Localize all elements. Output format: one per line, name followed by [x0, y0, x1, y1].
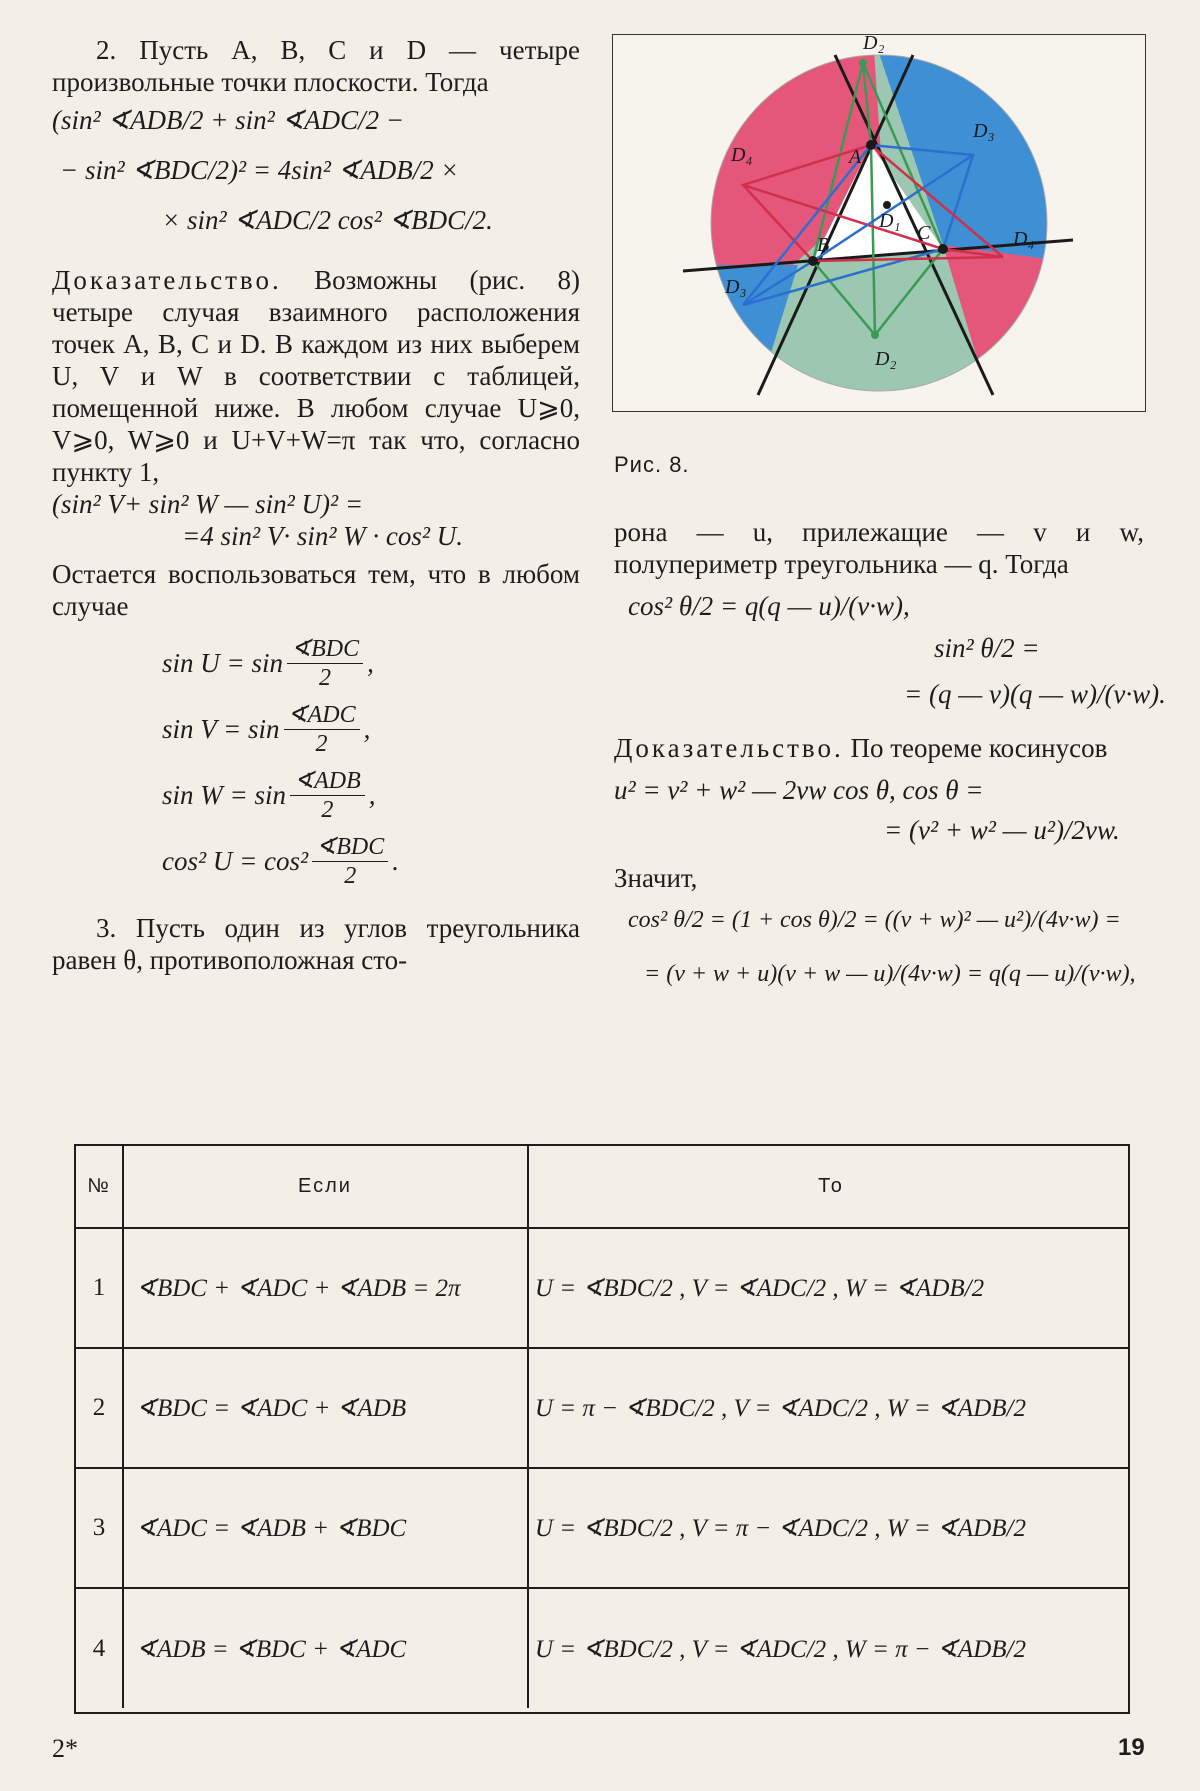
- identity-punctuation: ,: [368, 780, 376, 810]
- fraction-numerator: ∢BDC: [287, 635, 363, 664]
- fraction-numerator: ∢ADB: [290, 767, 365, 796]
- fraction-denominator: 2: [344, 862, 357, 889]
- remain-text: Остается воспользоваться тем, что в любом случае: [52, 559, 580, 621]
- table-row: [76, 1228, 1128, 1348]
- identity-lhs: sin V = sin: [162, 714, 280, 744]
- figure-caption: Рис. 8.: [614, 452, 690, 477]
- sin-half-rhs: = (q — v)(q — w)/(v·w).: [904, 679, 1166, 709]
- fraction-numerator: ∢ADC: [284, 701, 360, 730]
- label-d1: D₁: [879, 210, 901, 232]
- cases-table-grid: [76, 1146, 1128, 1708]
- identity-fraction: [290, 767, 365, 824]
- identity-punctuation: ,: [367, 648, 374, 678]
- row-number: 3: [76, 1468, 123, 1588]
- table-row: [76, 1468, 1128, 1588]
- proof-label-right: Доказательство.: [614, 733, 844, 763]
- row-condition: ∢ADC = ∢ADB + ∢BDC: [123, 1468, 528, 1588]
- label-d2-top: D₂: [863, 35, 885, 54]
- therefore-word: Значит,: [614, 863, 698, 893]
- label-d4-right: D₄: [1013, 228, 1035, 250]
- table-body: [76, 1228, 1128, 1708]
- label-c: C: [917, 222, 931, 244]
- figure-8-drawing: [613, 35, 1145, 411]
- header-then: То: [528, 1146, 1128, 1228]
- identity-fraction: [312, 833, 388, 890]
- header-num: №: [76, 1146, 123, 1228]
- label-a: A: [849, 146, 862, 168]
- identity-fraction: [287, 635, 363, 692]
- identity-fraction: [284, 701, 360, 758]
- final-line-2: = (v + w + u)(v + w — u)/(4v·w) = q(q — u)/(v·w),: [644, 961, 1136, 987]
- formula-line-2: − sin² ∢BDC/2)² = 4sin² ∢ADB/2 ×: [60, 155, 459, 185]
- row-result: U = π − ∢BDC/2 , V = ∢ADC/2 , W = ∢ADB/2: [528, 1348, 1128, 1468]
- identity-lhs: sin W = sin: [162, 780, 286, 810]
- row-result: U = ∢BDC/2 , V = π − ∢ADC/2 , W = ∢ADB/2: [528, 1468, 1128, 1588]
- signature-mark: 2*: [52, 1734, 78, 1763]
- identity-equation: [162, 762, 580, 828]
- row-number: 2: [76, 1348, 123, 1468]
- right-column: [614, 516, 1166, 990]
- fraction-denominator: 2: [315, 730, 328, 757]
- label-d2-bottom: D₂: [875, 348, 897, 370]
- table-row: [76, 1348, 1128, 1468]
- table-row: [76, 1588, 1128, 1708]
- cosine-law-line-2: = (v² + w² — u²)/2vw.: [884, 815, 1120, 845]
- sin-half-lhs: sin² θ/2 =: [934, 633, 1040, 663]
- row-condition: ∢ADB = ∢BDC + ∢ADC: [123, 1588, 528, 1708]
- right-continuation: рона — u, прилежащие — v и w, полупериметр треугольника — q. Тогда: [614, 517, 1144, 579]
- label-b: B: [817, 234, 830, 256]
- left-column: [52, 34, 580, 976]
- proof-text: Возможны (рис. 8) четыре случая взаимного расположения точек A, B, C и D. В каждом из них выберем U, V и W в соответствии с таблицей, помещенной ниже. В любом случае U⩾0, V⩾0, W⩾0 и U+V+W=π так что, согласно пункту 1,: [52, 265, 581, 487]
- label-d3-bottom: D₃: [725, 276, 747, 298]
- fraction-numerator: ∢BDC: [312, 833, 388, 862]
- proof-label: Доказательство.: [52, 265, 282, 295]
- row-number: 4: [76, 1588, 123, 1708]
- cosine-law-line-1: u² = v² + w² — 2vw cos θ, cos θ =: [614, 775, 984, 805]
- header-if: Если: [123, 1146, 528, 1228]
- label-d4-left: D₄: [731, 144, 753, 166]
- cases-table: [74, 1144, 1130, 1714]
- identity-lhs: sin U = sin: [162, 648, 283, 678]
- identity-equation: [162, 828, 580, 894]
- row-number: 1: [76, 1228, 123, 1348]
- fraction-denominator: 2: [321, 796, 334, 823]
- proof-text-right: По теореме косинусов: [850, 733, 1108, 763]
- row-condition: ∢BDC = ∢ADC + ∢ADB: [123, 1348, 528, 1468]
- final-line-1: cos² θ/2 = (1 + cos θ)/2 = ((v + w)² — u²)/(4v·w) =: [628, 907, 1121, 933]
- fraction-denominator: 2: [319, 664, 332, 691]
- item3-text: 3. Пусть один из углов треугольника равен θ, противоположная сто-: [52, 913, 580, 975]
- identity-list: [52, 630, 580, 894]
- identity-punctuation: .: [392, 846, 399, 876]
- page-number: 19: [1118, 1734, 1145, 1761]
- figure-8: [612, 34, 1146, 412]
- item2-intro: 2. Пусть A, B, C и D — четыре произвольные точки плоскости. Тогда: [52, 35, 580, 97]
- identity-equation: [162, 696, 580, 762]
- formula-line-3: × sin² ∢ADC/2 cos² ∢BDC/2.: [162, 205, 493, 235]
- identity-lhs: cos² U = cos²: [162, 846, 309, 876]
- label-d3-top: D₃: [973, 120, 995, 142]
- cos-half-formula: cos² θ/2 = q(q — u)/(v·w),: [628, 591, 910, 621]
- row-result: U = ∢BDC/2 , V = ∢ADC/2 , W = ∢ADB/2: [528, 1228, 1128, 1348]
- equation-line-1: (sin² V+ sin² W — sin² U)² =: [52, 489, 364, 519]
- row-result: U = ∢BDC/2 , V = ∢ADC/2 , W = π − ∢ADB/2: [535, 1635, 1026, 1663]
- table-header-row: [76, 1146, 1128, 1228]
- formula-line-1: (sin² ∢ADB/2 + sin² ∢ADC/2 −: [52, 105, 405, 135]
- identity-punctuation: ,: [363, 714, 371, 744]
- equation-line-2: =4 sin² V· sin² W · cos² U.: [182, 521, 463, 551]
- identity-equation: [162, 630, 580, 696]
- row-condition: ∢BDC + ∢ADC + ∢ADB = 2π: [123, 1228, 528, 1348]
